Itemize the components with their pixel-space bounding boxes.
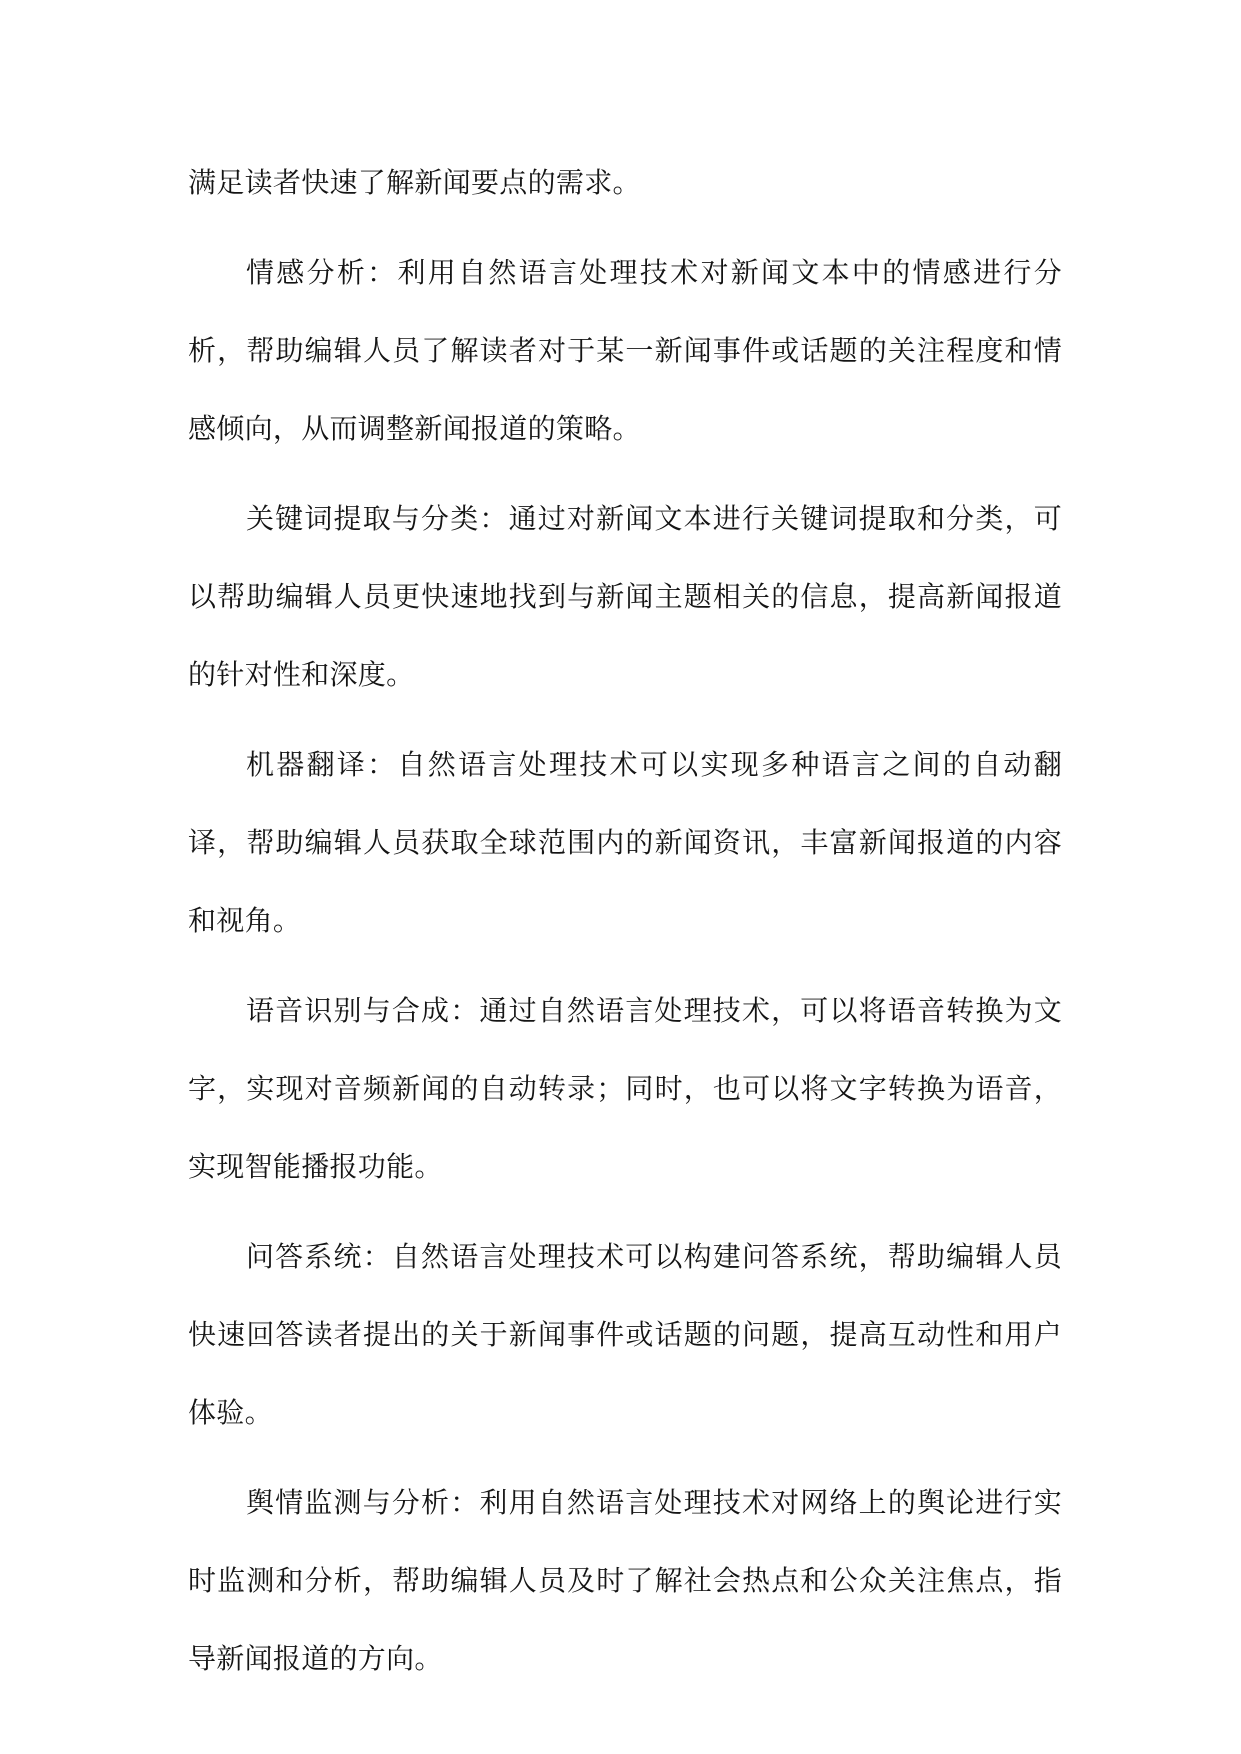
paragraph-keyword-extraction: 关键词提取与分类：通过对新闻文本进行关键词提取和分类，可以帮助编辑人员更快速地找到与新闻主题相关的信息，提高新闻报道的针对性和深度。 <box>188 502 1062 691</box>
paragraph-qa-system: 问答系统：自然语言处理技术可以构建问答系统，帮助编辑人员快速回答读者提出的关于新闻事件或话题的问题，提高互动性和用户体验。 <box>188 1240 1062 1429</box>
paragraph-speech-recognition: 语音识别与合成：通过自然语言处理技术，可以将语音转换为文字，实现对音频新闻的自动转录；同时，也可以将文字转换为语音，实现智能播报功能。 <box>188 994 1062 1183</box>
document-body <box>188 144 1062 1710</box>
paragraph-machine-translation: 机器翻译：自然语言处理技术可以实现多种语言之间的自动翻译，帮助编辑人员获取全球范围内的新闻资讯，丰富新闻报道的内容和视角。 <box>188 748 1062 937</box>
paragraph-opinion-monitoring: 舆情监测与分析：利用自然语言处理技术对网络上的舆论进行实时监测和分析，帮助编辑人员及时了解社会热点和公众关注焦点，指导新闻报道的方向。 <box>188 1486 1062 1675</box>
paragraph-sentiment-analysis: 情感分析：利用自然语言处理技术对新闻文本中的情感进行分析，帮助编辑人员了解读者对于某一新闻事件或话题的关注程度和情感倾向，从而调整新闻报道的策略。 <box>188 256 1062 445</box>
paragraph-continuation: 满足读者快速了解新闻要点的需求。 <box>188 166 641 199</box>
